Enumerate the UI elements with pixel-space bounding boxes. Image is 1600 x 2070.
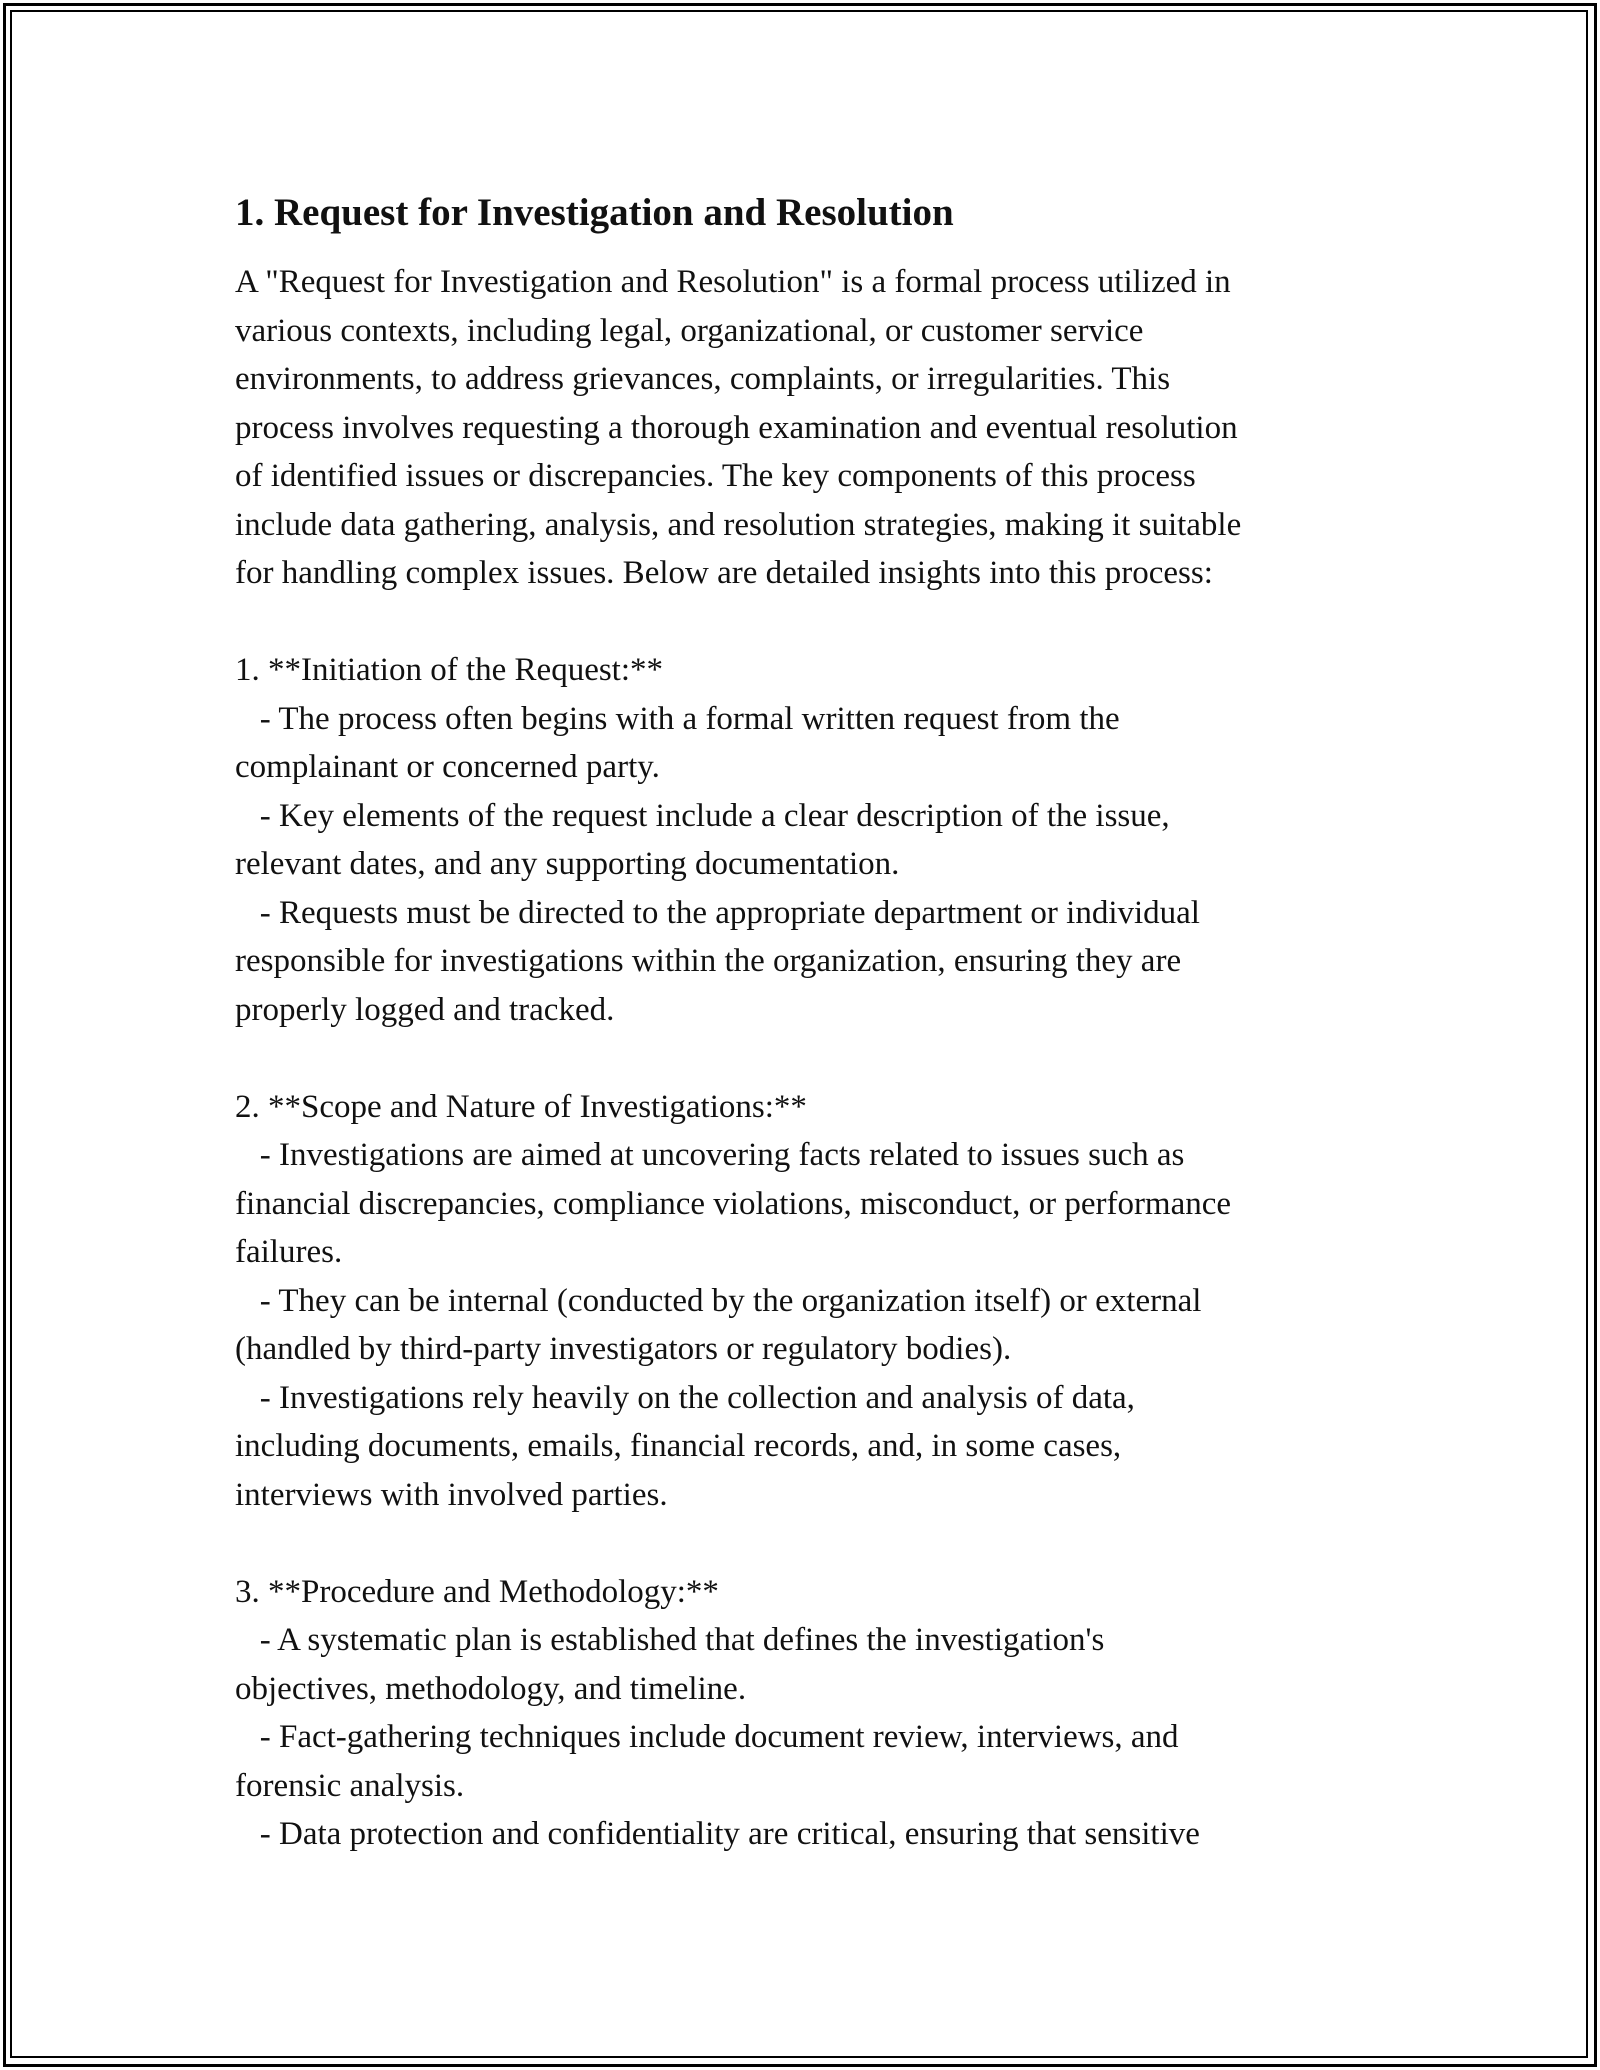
document-title: 1. Request for Investigation and Resolution (235, 191, 954, 234)
document-body: A "Request for Investigation and Resolution" is a formal process utilized in various contexts, including legal, organizational, or customer service environments, to address grievances, complaints, or irregularities. This process involves requesting a thorough examination and eventual resolution of identified issues or discrepancies. The key components of this process include data gathering, analysis, and resolution strategies, making it suitable for handling complex issues. Below are detailed insights into this process: 1. **Initiation of the Request:** - The process often begins with a formal written request from the complainant or concerned party. - Key elements of the request include a clear description of the issue, relevant dates, and any supporting documentation. - Requests must be directed to the appropriate department or individual responsible for investigations within the organization, ensuring they are properly logged and tracked. 2. **Scope and Nature of Investigations:** - Investigations are aimed at uncovering facts related to issues such as financial discrepancies, compliance violations, misconduct, or performance failures. - They can be internal (conducted by the organization itself) or external (handled by third-party investigators or regulatory bodies). - Investigations rely heavily on the collection and analysis of data, including documents, emails, financial records, and, in some cases, interviews with involved parties. 3. **Procedure and Methodology:** - A systematic plan is established that defines the investigation's objectives, methodology, and timeline. - Fact-gathering techniques include document review, interviews, and forensic analysis. - Data protection and confidentiality are critical, ensuring that sensitive (235, 264, 1242, 1852)
document-content (235, 185, 1370, 1859)
